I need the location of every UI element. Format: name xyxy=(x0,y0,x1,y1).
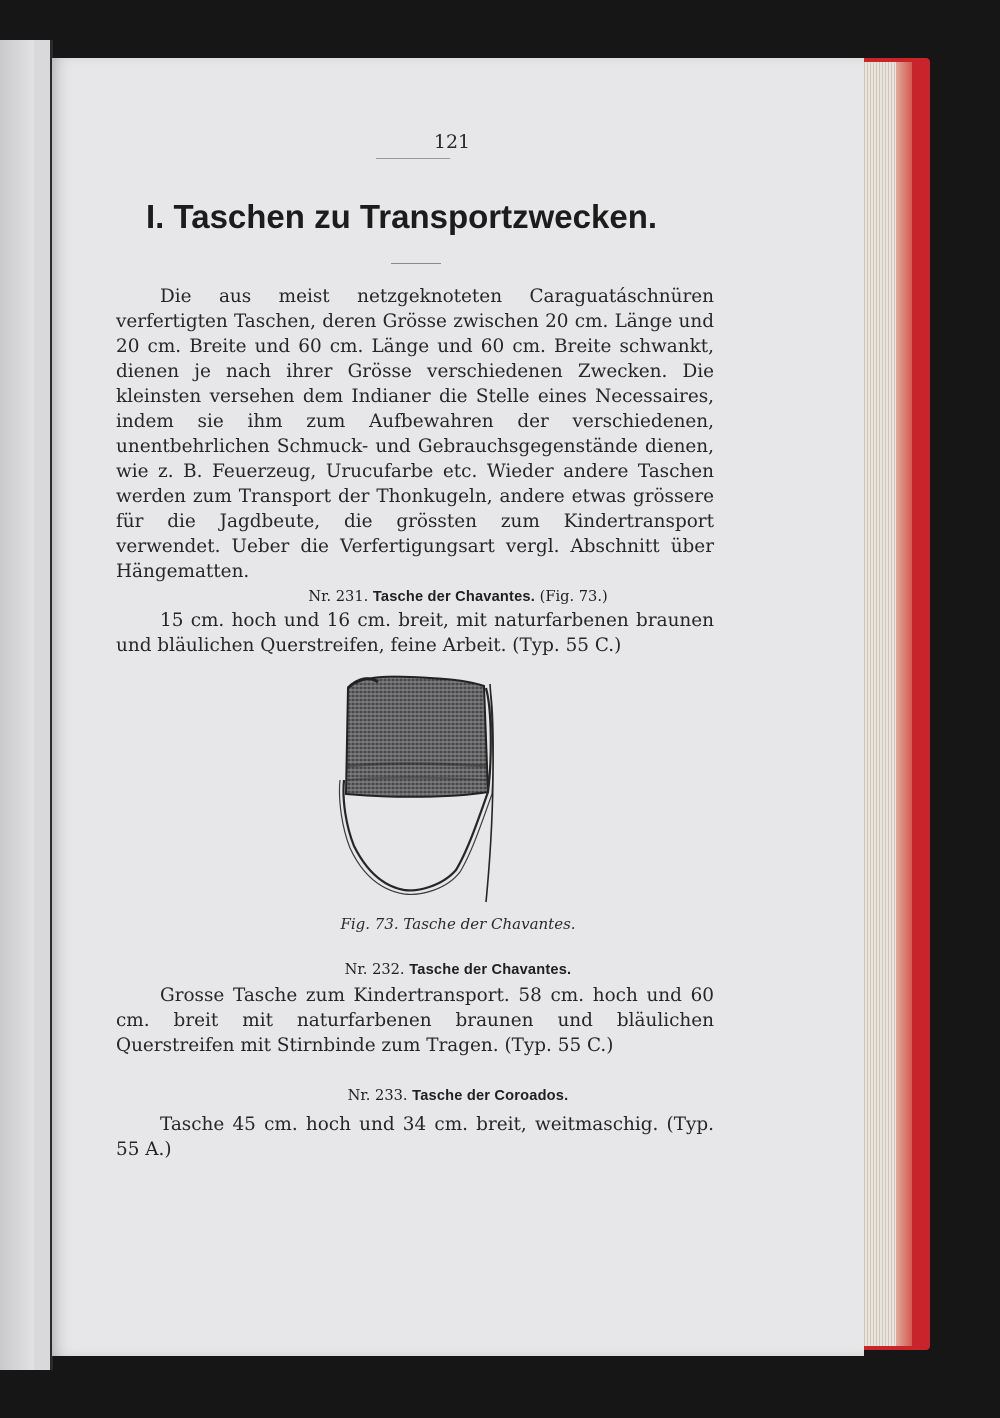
woven-bag-illustration xyxy=(322,670,502,910)
figure-caption xyxy=(52,915,864,933)
left-page-edge xyxy=(0,40,53,1370)
section-title: I. Taschen zu Transportzwecken. xyxy=(146,198,658,235)
entry-text-233: Tasche 45 cm. hoch und 34 cm. breit, weitmaschig. (Typ. 55 A.) xyxy=(116,1114,714,1160)
entry-title: Tasche der Coroados. xyxy=(412,1088,569,1104)
entry-number: Nr. 231. xyxy=(308,588,369,605)
page-edges xyxy=(856,62,912,1346)
page-number: 121 xyxy=(433,131,471,153)
figure-label: Fig. 73. xyxy=(340,915,399,933)
figure-reference: (Fig. 73.) xyxy=(539,588,608,605)
entry-text-232: Grosse Tasche zum Kindertransport. 58 cm. hoch und 60 cm. breit mit naturfarbenen braunen und bläulichen Querstreifen mit Stirnbinde zum Tragen. (Typ. 55 C.) xyxy=(116,985,714,1056)
entry-title: Tasche der Chavantes. xyxy=(409,962,572,978)
entry-heading-232 xyxy=(52,961,864,978)
entry-heading-231 xyxy=(52,588,864,605)
entry-title: Tasche der Chavantes. xyxy=(372,589,535,605)
book-page xyxy=(52,58,864,1356)
title-rule xyxy=(391,263,441,264)
intro-paragraph: Die aus meist netzgeknoteten Caraguatáschnüren verfertigten Taschen, deren Grösse zwischen 20 cm. Länge und 20 cm. Breite und 60 cm. Länge und 60 cm. Breite schwankt, dienen je nach ihrer Grösse verschiedenen Zwecken. Die kleinsten versehen dem Indianer die Stelle eines Necessaires, indem sie ihm zum Aufbewahren der verschiedenen, unentbehrlichen Schmuck- und Gebrauchsgegenstände dienen, wie z. B. Feuerzeug, Urucufarbe etc. Wieder andere Taschen werden zum Transport der Thonkugeln, andere etwas grössere für die Jagdbeute, die grössten zum Kindertransport verwendet. Ueber die Verfertigungsart vergl. Abschnitt über Hängematten. xyxy=(116,286,714,582)
entry-number: Nr. 233. xyxy=(347,1087,408,1104)
figure-caption-text: Tasche der Chavantes. xyxy=(403,915,576,933)
entry-heading-233 xyxy=(52,1087,864,1104)
page-number-rule xyxy=(376,158,450,159)
entry-text-231: 15 cm. hoch und 16 cm. breit, mit naturfarbenen braunen und bläulichen Querstreifen, feine Arbeit. (Typ. 55 C.) xyxy=(116,610,714,656)
entry-number: Nr. 232. xyxy=(344,961,405,978)
